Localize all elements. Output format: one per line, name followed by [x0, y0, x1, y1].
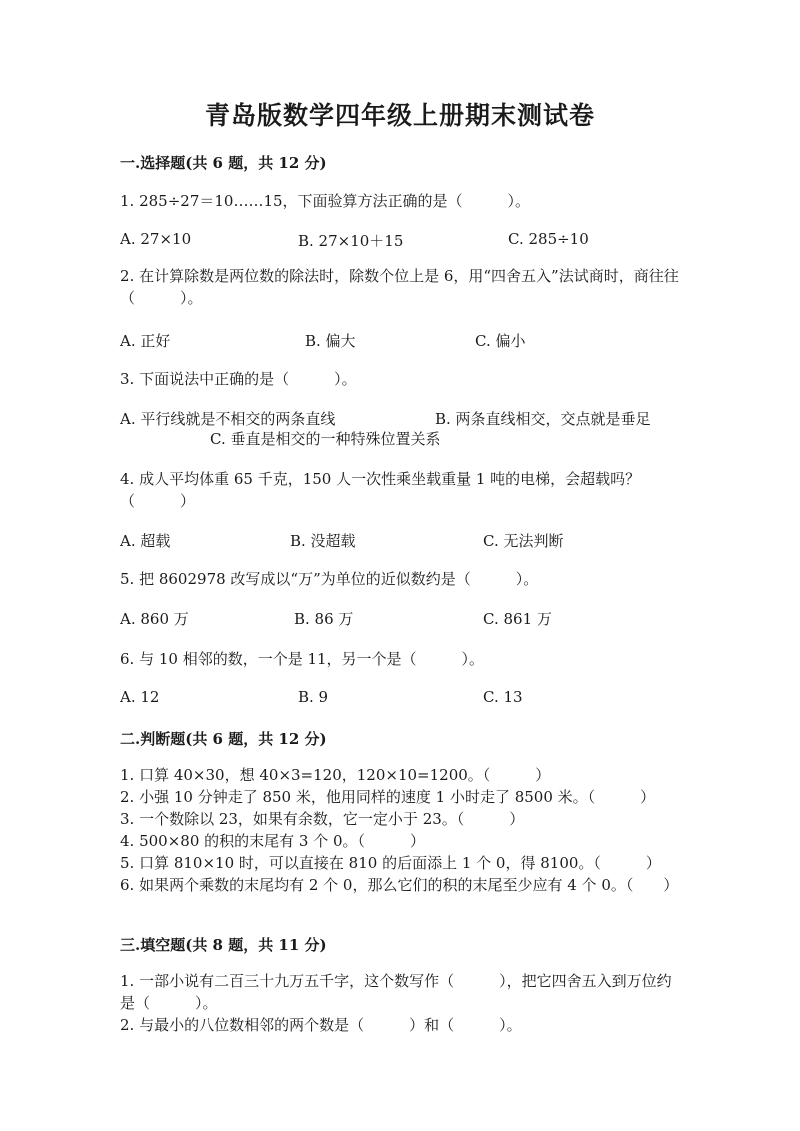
option-c: C. 无法判断	[483, 532, 564, 550]
page-title: 青岛版数学四年级上册期末测试卷	[204, 101, 595, 130]
question-5: 5. 把 8602978 改写成以“万”为单位的近似数约是（ ）。	[120, 570, 539, 588]
option-a: A. 860 万	[120, 610, 189, 628]
section-heading-fill: 三.填空题(共 8 题，共 11 分)	[120, 936, 327, 954]
section-heading-choice: 一.选择题(共 6 题，共 12 分)	[120, 154, 327, 172]
option-c: C. 861 万	[483, 610, 552, 628]
option-a: A. 12	[120, 688, 160, 706]
judge-item-1: 1. 口算 40×30，想 40×3=120，120×10=1200。（ ）	[120, 766, 551, 784]
question-3: 3. 下面说法中正确的是（ ）。	[120, 370, 357, 388]
option-a: A. 正好	[120, 332, 171, 350]
judge-item-4: 4. 500×80 的积的末尾有 3 个 0。（ ）	[120, 832, 426, 850]
option-b: B. 9	[298, 688, 329, 706]
judge-item-2: 2. 小强 10 分钟走了 850 米，他用同样的速度 1 小时走了 8500 米。（ ）	[120, 788, 656, 806]
option-c: C. 垂直是相交的一种特殊位置关系	[210, 430, 441, 448]
option-a: A. 27×10	[120, 230, 192, 248]
question-4: 4. 成人平均体重 65 千克，150 人一次性乘坐载重量 1 吨的电梯，会超载吗？（ ）	[120, 470, 641, 510]
option-b: B. 两条直线相交，交点就是垂足	[435, 410, 651, 428]
fill-item-1: 1. 一部小说有二百三十九万五千字，这个数写作（ ），把它四舍五入到万位约是（ ）。	[120, 972, 672, 1012]
question-2: 2. 在计算除数是两位数的除法时，除数个位上是 6，用“四舍五入”法试商时，商往往（ ）。	[120, 267, 679, 307]
question-6: 6. 与 10 相邻的数，一个是 11，另一个是（ ）。	[120, 650, 485, 668]
judge-item-6: 6. 如果两个乘数的末尾均有 2 个 0，那么它们的积的末尾至少应有 4 个 0。（ ）	[120, 876, 679, 894]
option-b: B. 没超载	[290, 532, 356, 550]
option-a: A. 超载	[120, 532, 171, 550]
section-heading-judge: 二.判断题(共 6 题，共 12 分)	[120, 730, 327, 748]
question-1: 1. 285÷27＝10……15，下面验算方法正确的是（ ）。	[120, 192, 531, 210]
option-a: A. 平行线就是不相交的两条直线	[120, 410, 336, 428]
judge-item-5: 5. 口算 810×10 时，可以直接在 810 的后面添上 1 个 0，得 8100。（ ）	[120, 854, 661, 872]
judge-item-3: 3. 一个数除以 23，如果有余数，它一定小于 23。（ ）	[120, 810, 525, 828]
option-c: C. 285÷10	[508, 230, 589, 248]
fill-item-2: 2. 与最小的八位数相邻的两个数是（ ）和（ ）。	[120, 1016, 522, 1034]
option-b: B. 偏大	[305, 332, 356, 350]
option-c: C. 偏小	[475, 332, 526, 350]
option-c: C. 13	[483, 688, 523, 706]
option-b: B. 27×10＋15	[298, 232, 404, 250]
option-b: B. 86 万	[294, 610, 354, 628]
